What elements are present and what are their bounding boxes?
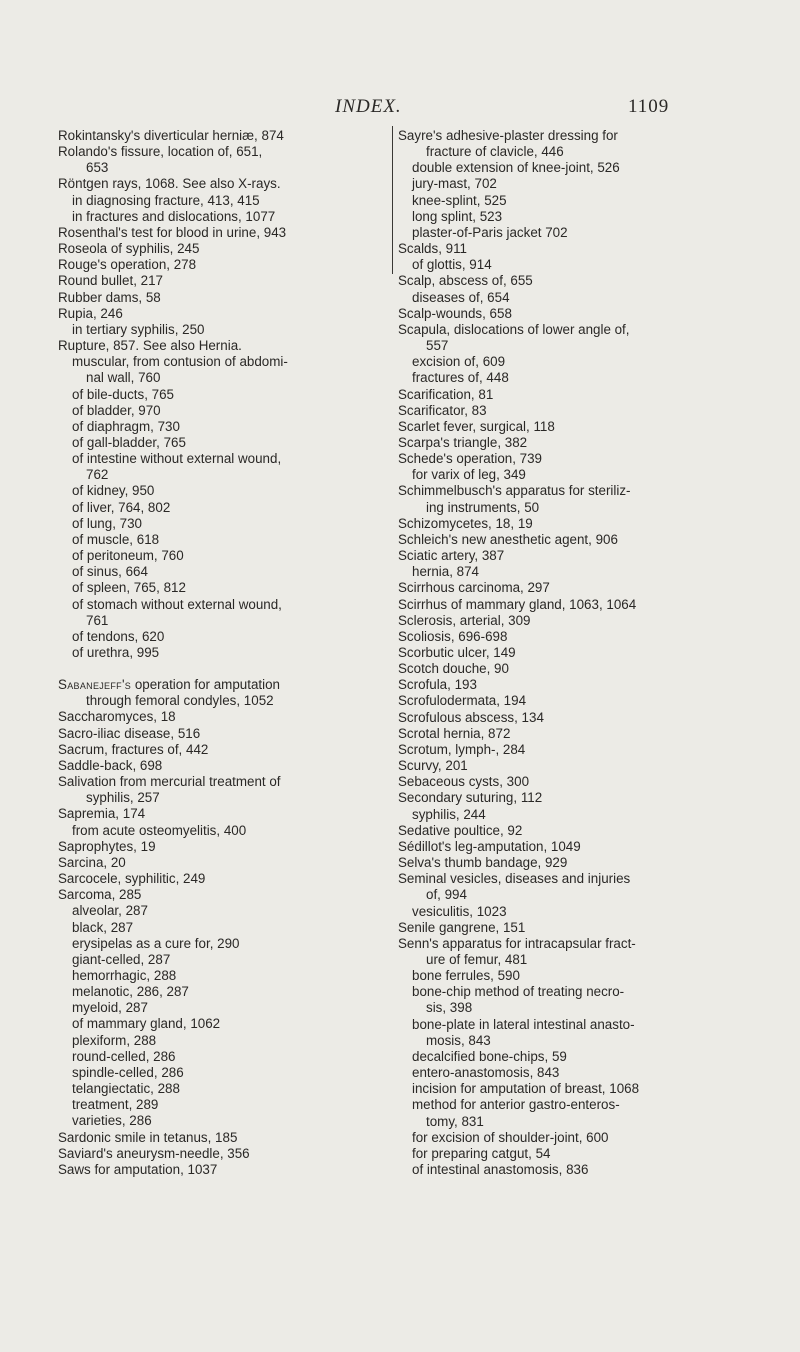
index-subentry: jury-mast, 702 xyxy=(412,176,497,192)
index-subentry: from acute osteomyelitis, 400 xyxy=(72,822,247,838)
index-subentry: muscular, from contusion of abdomi- xyxy=(72,354,288,370)
index-entry: Schleich's new anesthetic agent, 906 xyxy=(398,531,618,547)
index-entry-continuation: syphilis, 257 xyxy=(86,790,160,806)
index-entry: Scarpa's triangle, 382 xyxy=(398,434,528,450)
index-subentry: of stomach without external wound, xyxy=(72,596,282,612)
index-entry: Senile gangrene, 151 xyxy=(398,919,526,935)
index-subentry: melanotic, 286, 287 xyxy=(72,984,189,1000)
index-subentry: of bladder, 970 xyxy=(72,402,161,418)
index-column-right xyxy=(398,128,710,1178)
index-subentry: of liver, 764, 802 xyxy=(72,499,171,515)
index-subentry: of urethra, 995 xyxy=(72,645,160,660)
index-entry: Saccharomyces, 18 xyxy=(58,709,176,725)
index-subentry: incision for amputation of breast, 1068 xyxy=(412,1081,640,1097)
index-entry: Röntgen rays, 1068. See also X-rays. xyxy=(58,176,281,192)
index-subentry: entero-anastomosis, 843 xyxy=(412,1065,560,1081)
index-entry: Rupia, 246 xyxy=(58,305,123,321)
index-entry-continuation: through femoral condyles, 1052 xyxy=(86,693,274,709)
index-entry-continuation: ing instruments, 50 xyxy=(426,499,540,515)
index-entry: Rokintansky's diverticular herniæ, 874 xyxy=(58,128,284,143)
index-entry-continuation: 762 xyxy=(86,467,109,483)
index-subentry: decalcified bone-chips, 59 xyxy=(412,1048,567,1064)
index-subentry: round-celled, 286 xyxy=(72,1048,176,1064)
index-subentry: excision of, 609 xyxy=(412,354,506,370)
index-subentry: giant-celled, 287 xyxy=(72,951,171,967)
index-subentry: for varix of leg, 349 xyxy=(412,467,526,483)
index-subentry: telangiectatic, 288 xyxy=(72,1081,180,1097)
index-entry: Saprophytes, 19 xyxy=(58,838,156,854)
index-entry: Sarcoma, 285 xyxy=(58,887,142,903)
index-entry-continuation: tomy, 831 xyxy=(426,1113,484,1129)
index-entry-continuation: 653 xyxy=(86,160,109,176)
index-entry: Senn's apparatus for intracapsular fract- xyxy=(398,935,636,951)
index-entry: Secondary suturing, 112 xyxy=(398,790,543,806)
index-entry-continuation: fracture of clavicle, 446 xyxy=(426,144,564,160)
index-entry: Sclerosis, arterial, 309 xyxy=(398,612,531,628)
index-entry: Saws for amputation, 1037 xyxy=(58,1161,218,1177)
index-subentry: alveolar, 287 xyxy=(72,903,148,919)
index-subentry: of sinus, 664 xyxy=(72,564,148,580)
index-entry: Scrofulous abscess, 134 xyxy=(398,709,544,725)
index-entry: Sabanejeff's operation for amputation xyxy=(58,677,280,693)
index-entry: Schede's operation, 739 xyxy=(398,451,543,467)
index-subentry: bone-chip method of treating necro- xyxy=(412,984,625,1000)
index-subentry: for preparing catgut, 54 xyxy=(412,1145,551,1161)
index-subentry: long splint, 523 xyxy=(412,208,503,224)
index-entry: Sacro-iliac disease, 516 xyxy=(58,725,201,741)
index-entry: Sarcina, 20 xyxy=(58,854,126,870)
page-header xyxy=(0,96,800,120)
index-entry: Scoliosis, 696-698 xyxy=(398,628,508,644)
index-subentry: of lung, 730 xyxy=(72,515,142,531)
index-subentry: of intestinal anastomosis, 836 xyxy=(412,1162,589,1177)
index-subentry: diseases of, 654 xyxy=(412,289,510,305)
index-entry: Scurvy, 201 xyxy=(398,758,468,774)
index-entry: Scarification, 81 xyxy=(398,386,494,402)
index-subentry: knee-splint, 525 xyxy=(412,192,507,208)
index-entry: Sciatic artery, 387 xyxy=(398,548,505,564)
index-subentry: plexiform, 288 xyxy=(72,1032,157,1048)
index-subentry: black, 287 xyxy=(72,919,134,935)
index-entry: Scrotal hernia, 872 xyxy=(398,725,511,741)
running-title: INDEX. xyxy=(335,96,402,117)
index-subentry: of gall-bladder, 765 xyxy=(72,434,186,450)
index-subentry: hemorrhagic, 288 xyxy=(72,967,177,983)
index-entry: Selva's thumb bandage, 929 xyxy=(398,855,568,871)
index-subentry: method for anterior gastro-enteros- xyxy=(412,1097,620,1113)
index-subentry: double extension of knee-joint, 526 xyxy=(412,160,620,176)
index-subentry: vesiculitis, 1023 xyxy=(412,903,507,919)
index-subentry: in tertiary syphilis, 250 xyxy=(72,321,205,337)
index-entry-continuation: sis, 398 xyxy=(426,1000,473,1016)
index-entry: Saviard's aneurysm-needle, 356 xyxy=(58,1145,250,1161)
index-entry: Sardonic smile in tetanus, 185 xyxy=(58,1129,238,1145)
index-entry: Scrofulodermata, 194 xyxy=(398,693,527,709)
column-divider xyxy=(392,126,393,274)
index-entry: Scrotum, lymph-, 284 xyxy=(398,741,526,757)
section-gap xyxy=(58,661,386,677)
index-entry: Scirrhous carcinoma, 297 xyxy=(398,580,550,596)
index-entry: Salivation from mercurial treatment of xyxy=(58,774,281,790)
index-subentry: erysipelas as a cure for, 290 xyxy=(72,935,240,951)
index-entry: Schizomycetes, 18, 19 xyxy=(398,515,533,531)
index-entry-continuation: ure of femur, 481 xyxy=(426,951,528,967)
index-entry: Rubber dams, 58 xyxy=(58,289,161,305)
index-entry: Scrofula, 193 xyxy=(398,677,477,693)
index-entry: Schimmelbusch's apparatus for steriliz- xyxy=(398,483,631,499)
index-entry: Sapremia, 174 xyxy=(58,806,146,822)
index-subentry: treatment, 289 xyxy=(72,1097,159,1113)
page-number: 1109 xyxy=(628,96,670,117)
index-entry-continuation: 557 xyxy=(426,338,449,354)
index-subentry: of peritoneum, 760 xyxy=(72,548,184,564)
index-entry-continuation: mosis, 843 xyxy=(426,1032,491,1048)
index-entry-continuation: of, 994 xyxy=(426,887,467,903)
index-subentry: spindle-celled, 286 xyxy=(72,1064,184,1080)
index-entry: Scarificator, 83 xyxy=(398,402,487,418)
index-subentry: in diagnosing fracture, 413, 415 xyxy=(72,192,260,208)
index-subentry: bone ferrules, 590 xyxy=(412,968,520,984)
index-entry: Sayre's adhesive-plaster dressing for xyxy=(398,128,618,143)
index-subentry: hernia, 874 xyxy=(412,564,480,580)
index-entry: Sarcocele, syphilitic, 249 xyxy=(58,871,206,887)
index-entry: Sebaceous cysts, 300 xyxy=(398,774,530,790)
index-entry-continuation: 761 xyxy=(86,612,109,628)
index-subentry: of kidney, 950 xyxy=(72,483,155,499)
entry-heading-smallcaps: Sabanejeff's xyxy=(58,677,132,693)
index-subentry: plaster-of-Paris jacket 702 xyxy=(412,224,568,240)
index-subentry: varieties, 286 xyxy=(72,1113,152,1129)
index-entry: Seminal vesicles, diseases and injuries xyxy=(398,871,631,887)
index-subentry: in fractures and dislocations, 1077 xyxy=(72,208,276,224)
index-subentry: of mammary gland, 1062 xyxy=(72,1016,221,1032)
index-entry: Rosenthal's test for blood in urine, 943 xyxy=(58,224,287,240)
index-subentry: of glottis, 914 xyxy=(412,257,492,273)
index-entry: Scirrhus of mammary gland, 1063, 1064 xyxy=(398,596,637,612)
index-column-left xyxy=(58,128,386,1178)
index-subentry: of muscle, 618 xyxy=(72,531,160,547)
index-subentry: myeloid, 287 xyxy=(72,1000,148,1016)
index-entry: Rolando's fissure, location of, 651, xyxy=(58,144,263,160)
index-subentry: syphilis, 244 xyxy=(412,806,486,822)
index-subentry: fractures of, 448 xyxy=(412,370,509,386)
index-entry: Scotch douche, 90 xyxy=(398,661,509,677)
index-subentry: for excision of shoulder-joint, 600 xyxy=(412,1129,609,1145)
index-entry: Sédillot's leg-amputation, 1049 xyxy=(398,838,581,854)
index-subentry: bone-plate in lateral intestinal anasto- xyxy=(412,1016,635,1032)
index-entry: Rupture, 857. See also Hernia. xyxy=(58,338,242,354)
index-entry: Rouge's operation, 278 xyxy=(58,257,197,273)
index-subentry: of spleen, 765, 812 xyxy=(72,580,186,596)
index-subentry: of bile-ducts, 765 xyxy=(72,386,174,402)
index-entry: Round bullet, 217 xyxy=(58,273,163,289)
index-entry: Roseola of syphilis, 245 xyxy=(58,241,200,257)
index-entry: Saddle-back, 698 xyxy=(58,757,163,773)
index-subentry: of diaphragm, 730 xyxy=(72,418,180,434)
index-entry-continuation: nal wall, 760 xyxy=(86,370,161,386)
index-entry: Scalds, 911 xyxy=(398,241,467,257)
index-entry: Sacrum, fractures of, 442 xyxy=(58,741,209,757)
index-entry: Scalp, abscess of, 655 xyxy=(398,273,533,289)
index-subentry: of tendons, 620 xyxy=(72,628,165,644)
index-subentry: of intestine without external wound, xyxy=(72,451,282,467)
index-entry: Scorbutic ulcer, 149 xyxy=(398,645,516,660)
index-entry: Scarlet fever, surgical, 118 xyxy=(398,418,555,434)
index-entry: Scalp-wounds, 658 xyxy=(398,305,512,321)
index-entry: Sedative poultice, 92 xyxy=(398,822,523,838)
index-entry: Scapula, dislocations of lower angle of, xyxy=(398,321,630,337)
